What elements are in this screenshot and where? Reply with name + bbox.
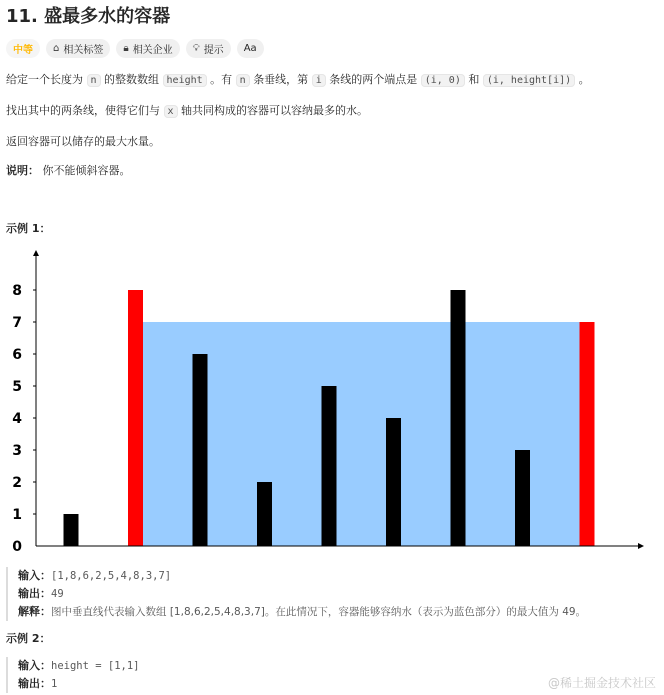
chart-bar: [580, 322, 595, 546]
chart-bar: [322, 386, 337, 546]
example-1-input-row: [18, 567, 586, 585]
inline-code: i: [312, 74, 326, 87]
output-value: 1: [51, 678, 58, 690]
desc-text: 和: [468, 73, 480, 86]
chart-bar: [128, 290, 143, 546]
difficulty-label: 中等: [13, 45, 33, 56]
example-1-title: 示例 1：: [6, 222, 51, 235]
explain-text: 图中垂直线代表输入数组 [1,8,6,2,5,4,8,3,7]。在此情况下，容器能够容纳水（表示为蓝色部分）的最大值为 49。: [51, 606, 587, 618]
related-tags-button[interactable]: [46, 39, 110, 58]
water-area: [143, 322, 580, 546]
output-label: 输出：: [18, 677, 51, 690]
inline-code: (i, 0): [421, 74, 465, 87]
hint-button[interactable]: [186, 39, 231, 58]
y-tick-label: 6: [12, 347, 22, 363]
difficulty-badge[interactable]: [6, 39, 40, 58]
chart-bar: [386, 418, 401, 546]
related-companies-button[interactable]: [116, 39, 179, 58]
example-1-explain-row: [18, 603, 586, 621]
chart-bar: [515, 450, 530, 546]
y-tick-label: 8: [12, 283, 22, 299]
description-paragraph-2: [6, 102, 368, 120]
lightbulb-icon: 💡︎: [192, 43, 200, 54]
lock-icon: 🔒︎: [123, 43, 129, 54]
desc-text: 条垂线，第: [253, 73, 309, 86]
example-2-input-row: [18, 657, 140, 675]
output-label: 输出：: [18, 587, 51, 600]
chart-bar: [257, 482, 272, 546]
y-tick-label: 0: [12, 539, 22, 555]
related-tags-label: 相关标签: [63, 45, 104, 56]
font-toggle-label: Aa: [243, 43, 257, 54]
inline-code: n: [236, 74, 250, 87]
output-value: 49: [51, 588, 64, 600]
description-paragraph-4: [6, 162, 131, 179]
desc-text: 。有: [210, 73, 233, 86]
example-1-chart: [0, 248, 664, 558]
y-tick-label: 1: [12, 507, 22, 523]
example-2-output-row: [18, 675, 140, 693]
example-1-block: [6, 567, 586, 621]
input-label: 输入：: [18, 659, 51, 672]
inline-code: (i, height[i]): [483, 74, 575, 87]
chart-bar: [193, 354, 208, 546]
watermark: @稀土掘金技术社区: [547, 676, 656, 690]
desc-text: 给定一个长度为: [6, 73, 83, 86]
example-2-block: [6, 657, 140, 693]
y-tick-label: 2: [12, 475, 22, 491]
explain-label: 解释：: [18, 605, 51, 618]
input-value: [1,8,6,2,5,4,8,3,7]: [51, 570, 172, 582]
hint-label: 提示: [203, 45, 224, 56]
y-tick-label: 7: [12, 315, 22, 331]
description-paragraph-3: 返回容器可以储存的最大水量。: [6, 135, 160, 148]
y-tick-label: 5: [12, 379, 22, 395]
desc-text: 找出其中的两条线，使得它们与: [6, 104, 160, 117]
y-tick-label: 4: [12, 411, 22, 427]
chart-layer: [12, 250, 644, 555]
chart-bar: [64, 514, 79, 546]
problem-title: 11. 盛最多水的容器: [6, 6, 171, 27]
example-2-title: 示例 2：: [6, 632, 51, 645]
desc-text: 条线的两个端点是: [329, 73, 418, 86]
desc-text: 。: [578, 73, 590, 86]
note-text: 你不能倾斜容器。: [42, 164, 131, 177]
chart-bar: [451, 290, 466, 546]
note-label: 说明：: [6, 164, 39, 177]
tag-bar: [6, 39, 264, 58]
inline-code: height: [163, 74, 207, 87]
x-axis-arrow: [638, 543, 644, 549]
desc-text: 的整数数组: [104, 73, 160, 86]
description-paragraph-1: [6, 71, 590, 89]
inline-code: x: [164, 105, 178, 118]
inline-code: n: [87, 74, 101, 87]
y-tick-label: 3: [12, 443, 22, 459]
desc-text: 轴共同构成的容器可以容纳最多的水。: [181, 104, 369, 117]
y-axis-arrow: [33, 250, 39, 256]
input-value: height = [1,1]: [51, 660, 140, 672]
input-label: 输入：: [18, 569, 51, 582]
example-1-output-row: [18, 585, 586, 603]
tag-icon: ⌂: [53, 43, 60, 54]
related-companies-label: 相关企业: [132, 45, 173, 56]
font-toggle-button[interactable]: [237, 39, 264, 58]
